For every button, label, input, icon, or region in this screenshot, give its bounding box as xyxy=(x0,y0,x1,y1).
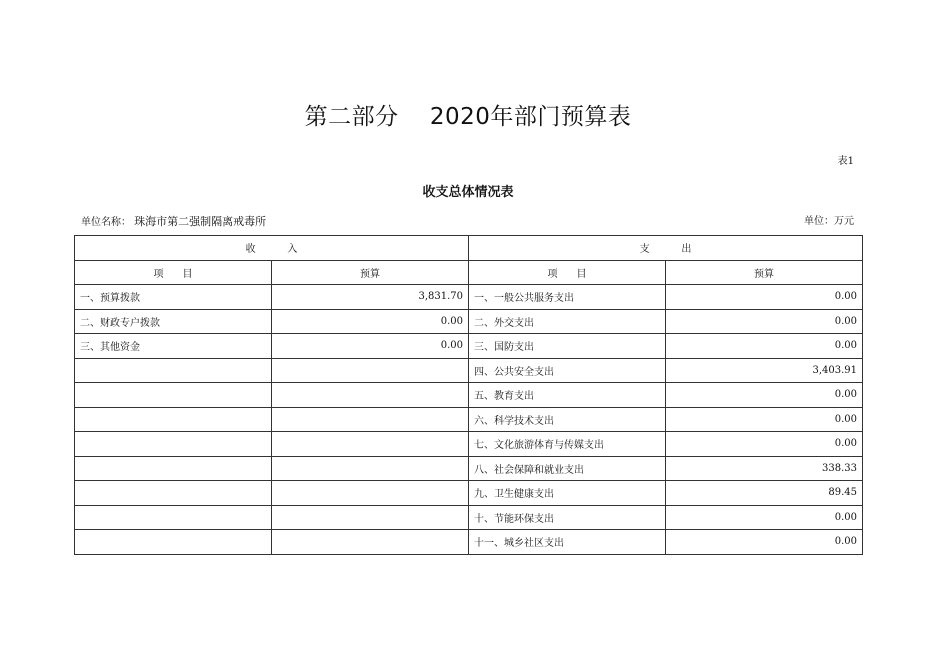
unit-name-value: 珠海市第二强制隔离戒毒所 xyxy=(134,215,267,228)
income-item-empty xyxy=(75,456,272,481)
unit-name-label: 单位名称： xyxy=(81,217,131,228)
header-income-budget: 预算 xyxy=(272,260,469,285)
income-item-empty xyxy=(75,383,272,408)
expense-item: 六、科学技术支出 xyxy=(469,407,666,432)
expense-value: 0.00 xyxy=(666,285,863,310)
income-item: 三、其他资金 xyxy=(75,334,272,359)
table-row xyxy=(75,383,863,408)
income-item-empty xyxy=(75,530,272,555)
table-row xyxy=(75,285,863,310)
unit-name-line xyxy=(81,214,266,231)
header-expense-budget: 预算 xyxy=(666,260,863,285)
expense-item: 五、教育支出 xyxy=(469,383,666,408)
expense-value: 0.00 xyxy=(666,334,863,359)
expense-item: 一、一般公共服务支出 xyxy=(469,285,666,310)
expense-value: 0.00 xyxy=(666,505,863,530)
table-row xyxy=(75,407,863,432)
expense-value: 338.33 xyxy=(666,456,863,481)
income-value-empty xyxy=(272,383,469,408)
header-income-item: 项 目 xyxy=(75,260,272,285)
expense-item: 四、公共安全支出 xyxy=(469,358,666,383)
table-row xyxy=(75,456,863,481)
income-value: 0.00 xyxy=(272,309,469,334)
expense-value: 0.00 xyxy=(666,530,863,555)
table-row xyxy=(75,530,863,555)
income-item-empty xyxy=(75,407,272,432)
income-value: 0.00 xyxy=(272,334,469,359)
budget-table xyxy=(74,235,863,555)
currency-unit: 单位：万元 xyxy=(804,216,854,227)
table-row xyxy=(75,432,863,457)
income-item-empty xyxy=(75,358,272,383)
income-item: 一、预算拨款 xyxy=(75,285,272,310)
income-item-empty xyxy=(75,481,272,506)
header-expense-item: 项 目 xyxy=(469,260,666,285)
income-value-empty xyxy=(272,530,469,555)
table-title: 收支总体情况表 xyxy=(422,185,514,200)
income-item-empty xyxy=(75,432,272,457)
income-value: 3,831.70 xyxy=(272,285,469,310)
expense-value: 89.45 xyxy=(666,481,863,506)
expense-value: 0.00 xyxy=(666,407,863,432)
table-row xyxy=(75,309,863,334)
income-item-empty xyxy=(75,505,272,530)
page-title: 第二部分 2020年部门预算表 xyxy=(304,104,632,130)
expense-value: 0.00 xyxy=(666,432,863,457)
expense-item: 七、文化旅游体育与传媒支出 xyxy=(469,432,666,457)
expense-item: 八、社会保障和就业支出 xyxy=(469,456,666,481)
header-expense: 支 出 xyxy=(469,236,863,261)
income-value-empty xyxy=(272,481,469,506)
table-header-row-columns xyxy=(75,260,863,285)
table-number: 表1 xyxy=(837,156,854,167)
table-row xyxy=(75,334,863,359)
expense-value: 0.00 xyxy=(666,383,863,408)
expense-item: 三、国防支出 xyxy=(469,334,666,359)
income-value-empty xyxy=(272,432,469,457)
expense-item: 十一、城乡社区支出 xyxy=(469,530,666,555)
table-header-row-group xyxy=(75,236,863,261)
expense-item: 十、节能环保支出 xyxy=(469,505,666,530)
expense-item: 九、卫生健康支出 xyxy=(469,481,666,506)
expense-value: 0.00 xyxy=(666,309,863,334)
income-value-empty xyxy=(272,407,469,432)
income-value-empty xyxy=(272,505,469,530)
expense-value: 3,403.91 xyxy=(666,358,863,383)
header-income: 收 入 xyxy=(75,236,469,261)
income-item: 二、财政专户拨款 xyxy=(75,309,272,334)
income-value-empty xyxy=(272,358,469,383)
table-row xyxy=(75,505,863,530)
table-row xyxy=(75,481,863,506)
expense-item: 二、外交支出 xyxy=(469,309,666,334)
table-row xyxy=(75,358,863,383)
income-value-empty xyxy=(272,456,469,481)
